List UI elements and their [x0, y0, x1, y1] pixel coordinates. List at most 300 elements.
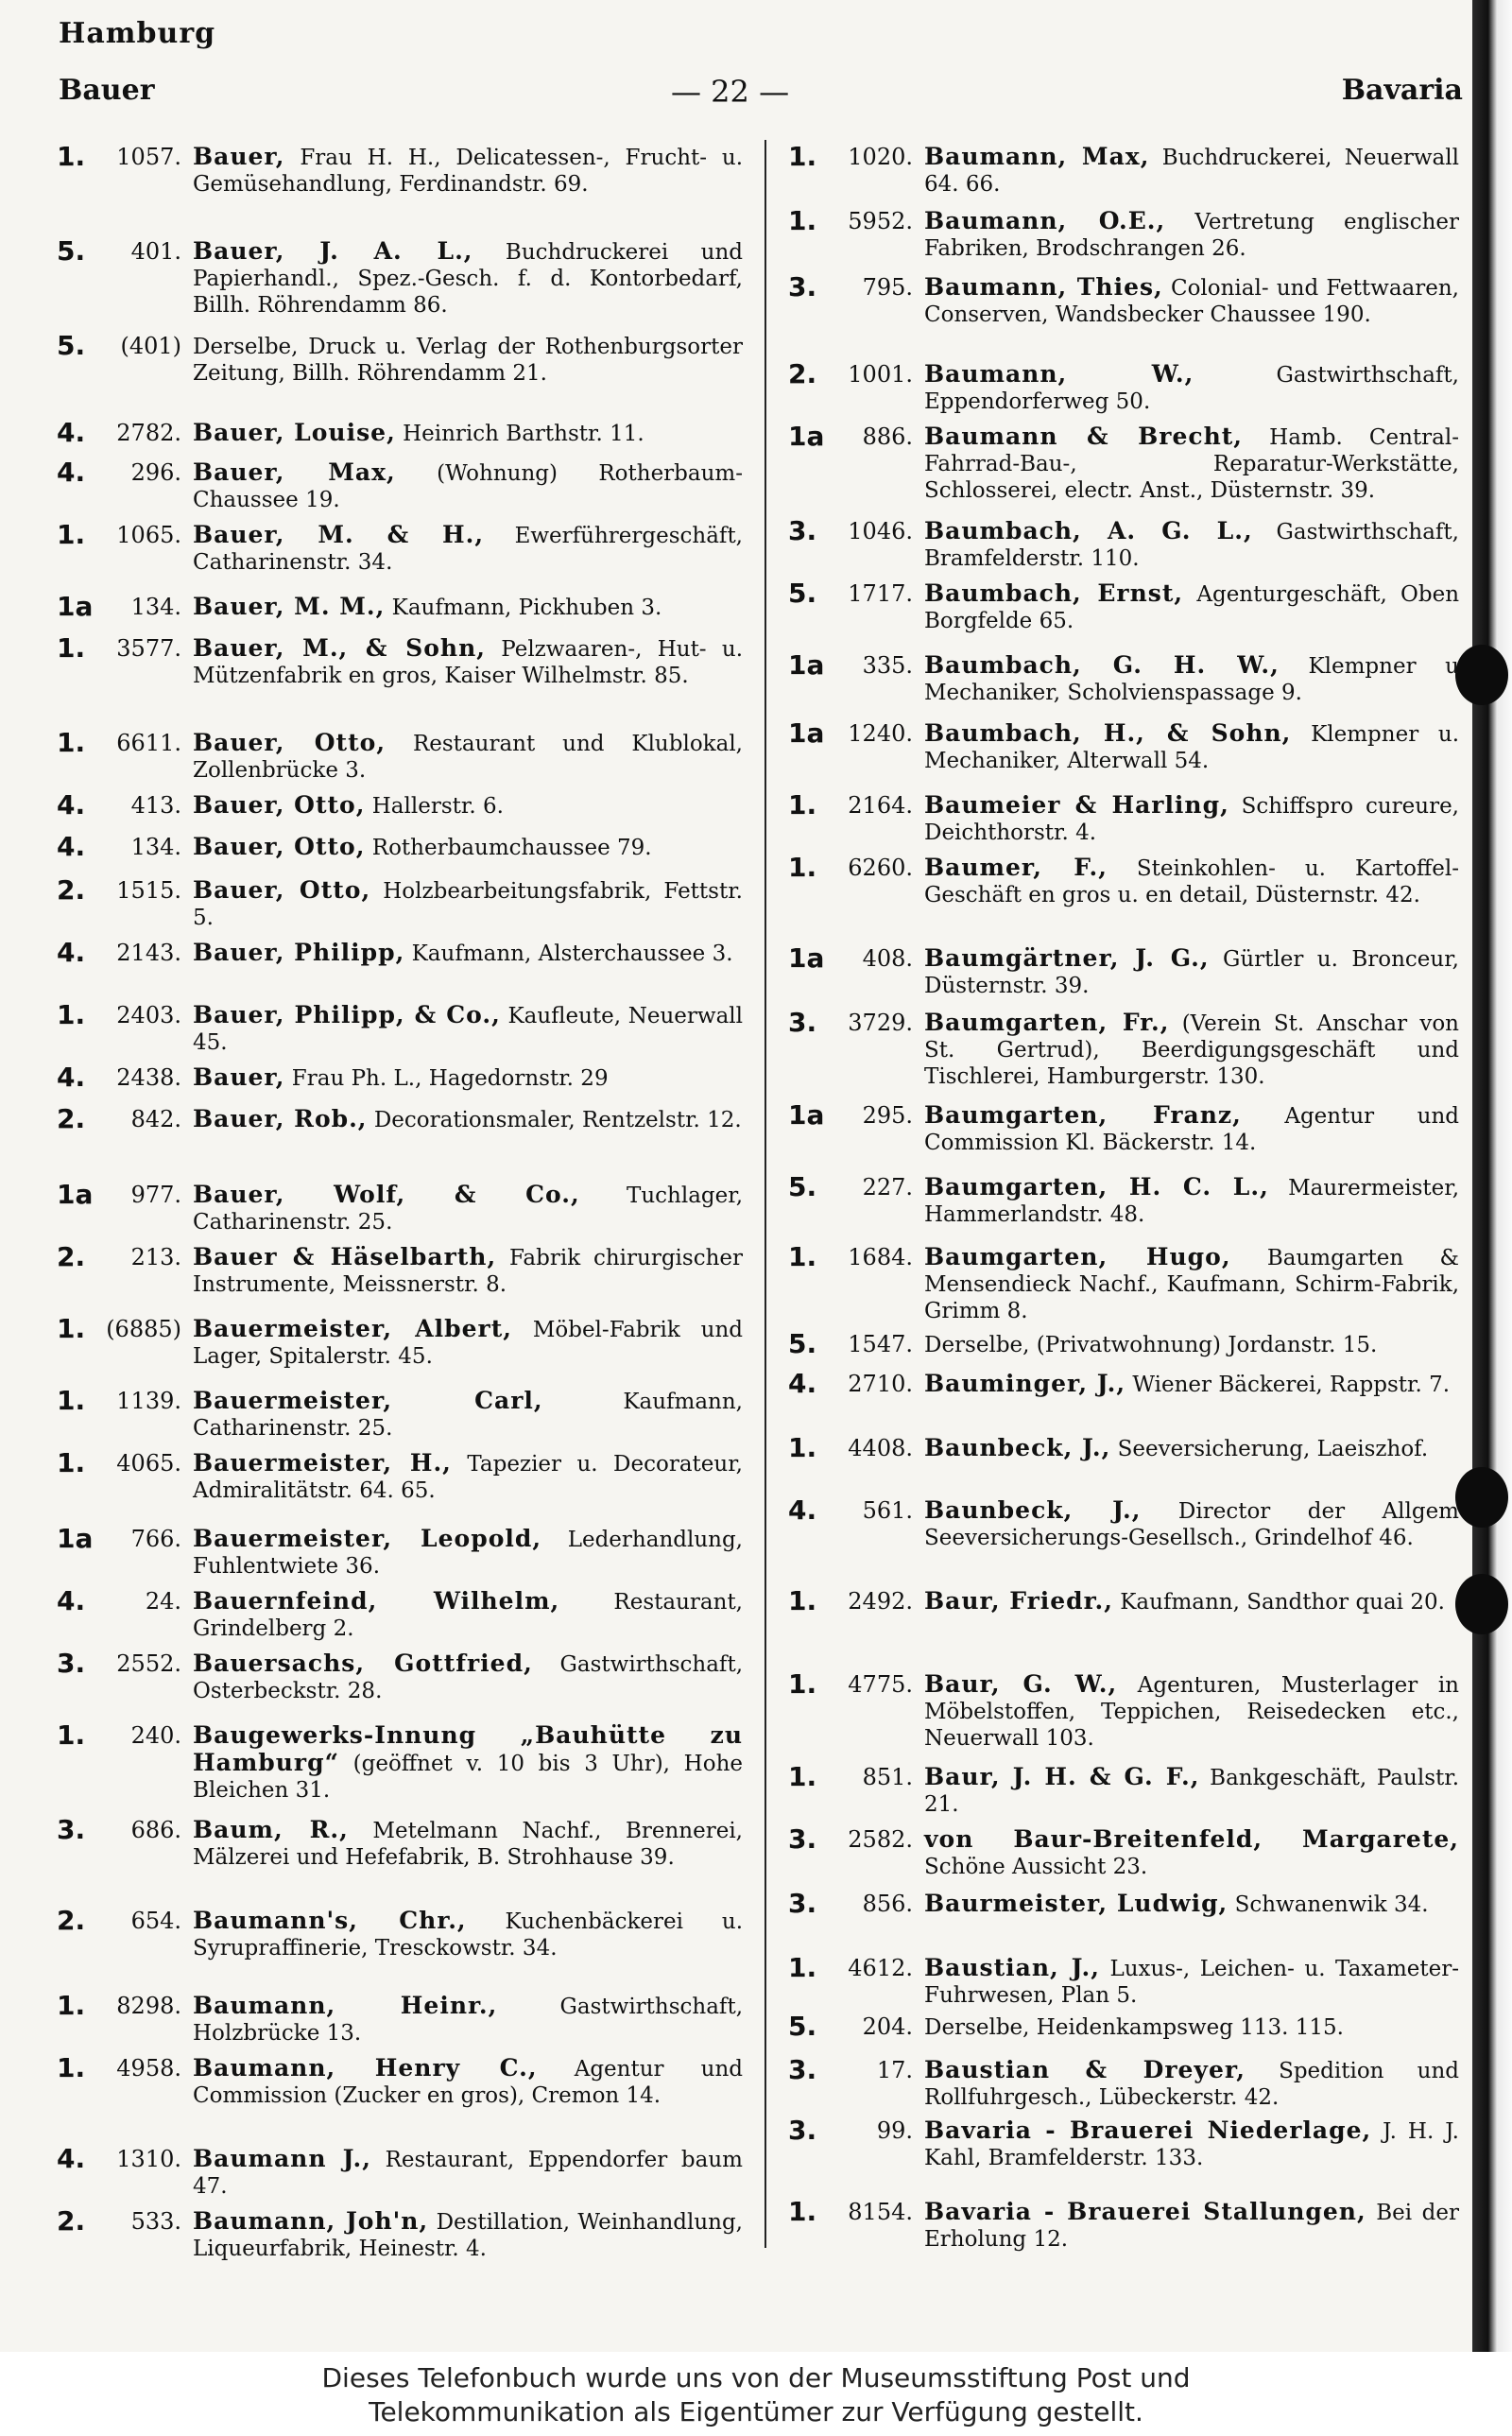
phone-number: 1547. [848, 1331, 913, 1357]
phone-number: 1065. [116, 522, 181, 548]
footer [0, 2352, 1512, 2436]
subscriber-description: Bankgeschäft, Paulstr. 21. [924, 1766, 1460, 1817]
subscriber-description: Rotherbaumchaussee 79. [371, 836, 652, 860]
phone-number: 4408. [848, 1435, 913, 1461]
directory-entry [788, 1241, 1465, 1324]
phone-number: 296. [130, 459, 181, 486]
entry-details [924, 580, 1465, 634]
subscriber-name: Baumann J., [193, 2145, 371, 2172]
directory-entry [788, 1952, 1465, 2009]
directory-entry [57, 2143, 748, 2200]
directory-entry [788, 1368, 1465, 1399]
subscriber-description: Gürtler u. Bronceur, Düsternstr. 39. [924, 947, 1459, 998]
entry-details [193, 1908, 748, 1961]
entry-details [924, 1764, 1465, 1818]
directory-entry [57, 417, 748, 448]
entry-details [924, 1891, 1465, 1918]
exchange-code: 1a [788, 421, 825, 452]
subscriber-name: Bauer, M. M., [193, 593, 386, 620]
directory-entry [57, 2205, 748, 2262]
directory-entry [57, 1585, 748, 1642]
subscriber-description: Restaurant und Klublokal, Zollenbrücke 3. [193, 732, 743, 783]
directory-entry [788, 717, 1465, 774]
phone-number: 3729. [848, 1010, 913, 1036]
directory-entry [788, 1668, 1465, 1752]
entry-details [924, 1331, 1465, 1358]
entry-details [193, 594, 748, 621]
directory-entry [788, 2117, 1465, 2171]
subscriber-description: Buchdruckerei, Neuerwall 64. 66. [924, 146, 1459, 197]
subscriber-name: Baur, J. H. & G. F., [924, 1763, 1200, 1790]
subscriber-description: Maurermeister, Hammerlandstr. 48. [924, 1176, 1459, 1227]
exchange-code: 1a [57, 1523, 94, 1554]
entry-details [924, 1497, 1465, 1551]
subscriber-description: Klempner u. Mechaniker, Alterwall 54. [924, 722, 1460, 773]
subscriber-description: Colonial- und Fettwaaren, Conserven, Wandsbecker Chaussee 190. [924, 276, 1459, 327]
entry-details [924, 208, 1465, 262]
phone-number: 335. [862, 652, 913, 679]
exchange-code: 1a [788, 717, 825, 749]
directory-entry [57, 141, 748, 198]
subscriber-name: Bauer, Louise, [193, 419, 396, 446]
entry-details [924, 1826, 1465, 1880]
subscriber-description: Derselbe, (Privatwohnung) Jordanstr. 15. [924, 1333, 1378, 1357]
entry-details [924, 1588, 1465, 1615]
subscriber-name: Baugewerks-Innung „Bauhütte zu Hamburg“ [193, 1721, 743, 1776]
directory-entry [57, 1650, 748, 1704]
subscriber-description: Restaurant, Grindelberg 2. [193, 1590, 743, 1641]
subscriber-description: (geöffnet v. 10 bis 3 Uhr), Hohe Bleichen 31. [193, 1752, 743, 1803]
entry-details [193, 940, 748, 967]
phone-number: 2582. [848, 1826, 913, 1853]
subscriber-description: Buchdruckerei und Papierhandl., Spez.-Gesch. f. d. Kontorbedarf, Billh. Röhrendamm 86. [193, 240, 743, 318]
exchange-code: 1. [788, 2196, 817, 2227]
subscriber-name: Baumgarten, Franz, [924, 1101, 1242, 1129]
phone-number: 134. [130, 834, 181, 860]
phone-number: 204. [862, 2013, 913, 2040]
directory-entry [57, 1241, 748, 1298]
entry-details [193, 792, 748, 820]
footer-note [0, 2361, 1512, 2429]
directory-entry [788, 141, 1465, 198]
directory-entry [57, 519, 748, 576]
subscriber-name: Bauer, [193, 1063, 285, 1091]
exchange-code: 1. [57, 727, 86, 758]
phone-number: 1020. [848, 144, 913, 170]
exchange-code: 4. [788, 1368, 817, 1399]
phone-number: 2492. [848, 1588, 913, 1615]
subscriber-name: Baumann & Brecht, [924, 423, 1243, 450]
exchange-code: 5. [788, 1328, 817, 1359]
entry-details [193, 1002, 748, 1056]
entry-details [193, 333, 748, 387]
subscriber-description: Derselbe, Heidenkampsweg 113. 115. [924, 2015, 1344, 2040]
directory-entry [788, 789, 1465, 846]
phone-number: 856. [862, 1891, 913, 1917]
entry-details [193, 420, 748, 447]
subscriber-description: Hamb. Central-Fahrrad-Bau-, Reparatur-Werkstätte, Schlosserei, electr. Anst., Düsternstr. 39. [924, 425, 1459, 503]
phone-number: 1717. [848, 580, 913, 607]
subscriber-name: Bauer, Wolf, & Co., [193, 1181, 580, 1208]
exchange-code: 5. [57, 330, 86, 361]
subscriber-name: Baumgarten, Hugo, [924, 1243, 1231, 1270]
exchange-code: 1a [788, 649, 825, 681]
subscriber-name: Bauermeister, H., [193, 1449, 452, 1477]
subscriber-name: Bauer, M., & Sohn, [193, 634, 486, 662]
phone-number: 654. [130, 1908, 181, 1934]
phone-number: 2710. [848, 1371, 913, 1397]
subscriber-description: Gastwirthschaft, Osterbeckstr. 28. [193, 1652, 744, 1703]
phone-number: 4612. [848, 1955, 913, 1981]
entry-details [193, 1106, 748, 1133]
exchange-code: 1. [788, 1585, 817, 1616]
exchange-code: 1. [788, 205, 817, 236]
phone-number: 8298. [116, 1993, 181, 2019]
directory-entry [57, 591, 748, 622]
exchange-code: 1. [788, 1432, 817, 1463]
entry-details [924, 1435, 1465, 1462]
exchange-code: 4. [57, 417, 86, 448]
subscriber-description: Bei der Erholung 12. [924, 2201, 1460, 2252]
phone-number: 2403. [116, 1002, 181, 1028]
directory-entry [57, 1990, 748, 2047]
subscriber-description: Pelzwaaren-, Hut- u. Mützenfabrik en gros, Kaiser Wilhelmstr. 85. [193, 637, 744, 688]
phone-number: 4775. [848, 1671, 913, 1698]
phone-number: 6611. [116, 730, 181, 756]
directory-entry [57, 1385, 748, 1442]
exchange-code: 1. [788, 1668, 817, 1700]
subscriber-description: Klempner u Mechaniker, Scholvienspassage 9. [924, 654, 1459, 705]
directory-entry [57, 1814, 748, 1871]
phone-number: 213. [130, 1244, 181, 1270]
entry-details [193, 635, 748, 689]
subscriber-name: Baustian & Dreyer, [924, 2056, 1246, 2083]
exchange-code: 1. [57, 632, 86, 664]
phone-number: 4065. [116, 1450, 181, 1477]
subscriber-description: Tapezier u. Decorateur, Admiralitätstr. 64. 65. [193, 1452, 743, 1503]
phone-number: 17. [876, 2057, 913, 2083]
directory-entry [788, 271, 1465, 328]
subscriber-description: Kaufmann, Sandthor quai 20. [1120, 1590, 1445, 1615]
phone-number: 2552. [116, 1650, 181, 1677]
entry-details [924, 1102, 1465, 1156]
subscriber-description: Luxus-, Leichen- u. Taxameter-Fuhrwesen, Plan 5. [924, 1957, 1460, 2008]
directory-entry [57, 1523, 748, 1580]
subscriber-name: Baumann, Henry C., [193, 2054, 538, 2082]
exchange-code: 1. [57, 519, 86, 550]
exchange-code: 5. [788, 2011, 817, 2042]
directory-entry [57, 1313, 748, 1370]
exchange-code: 4. [57, 1062, 86, 1093]
entry-details [193, 1182, 748, 1235]
subscriber-name: Baumann, W., [924, 360, 1194, 388]
subscriber-description: Agentur und Commission Kl. Bäckerstr. 14. [924, 1104, 1459, 1155]
exchange-code: 4. [57, 2143, 86, 2174]
phone-number: 3577. [116, 635, 181, 662]
exchange-code: 2. [57, 1241, 86, 1272]
directory-entry [788, 1328, 1465, 1359]
exchange-code: 1. [57, 1719, 86, 1751]
directory-entry [788, 515, 1465, 572]
directory-entry [788, 358, 1465, 415]
subscriber-name: Baumgarten, H. C. L., [924, 1173, 1269, 1201]
directory-entry [788, 423, 1465, 504]
subscriber-name: Bauersachs, Gottfried, [193, 1650, 533, 1677]
exchange-code: 3. [788, 2054, 817, 2085]
subscriber-name: Baurmeister, Ludwig, [924, 1890, 1228, 1917]
directory-entry [57, 937, 748, 968]
exchange-code: 2. [57, 1103, 86, 1134]
exchange-code: 5. [788, 578, 817, 609]
entry-details [193, 1388, 748, 1442]
entry-details [924, 1955, 1465, 2009]
subscriber-description: Restaurant, Eppendorfer baum 47. [193, 2148, 743, 2199]
subscriber-description: Agenturgeschäft, Oben Borgfelde 65. [924, 582, 1460, 633]
subscriber-name: Bauer, Rob., [193, 1105, 368, 1132]
entry-details [193, 834, 748, 861]
phone-number: 24. [145, 1588, 181, 1615]
subscriber-description: Seeversicherung, Laeiszhof. [1117, 1437, 1429, 1461]
directory-entry [57, 1103, 748, 1134]
subscriber-description: Agenturen, Musterlager in Möbelstoffen, Teppichen, Reisedecken etc., Neuerwall 103. [924, 1673, 1459, 1751]
header-first-name: Bauer [59, 74, 155, 107]
entry-details [924, 1244, 1465, 1324]
exchange-code: 1. [57, 1447, 86, 1478]
exchange-code: 3. [57, 1814, 86, 1845]
directory-entry [788, 1823, 1465, 1880]
phone-number: 401. [130, 238, 181, 265]
exchange-code: 1. [57, 1990, 86, 2021]
phone-number: 2143. [116, 940, 181, 966]
subscriber-name: Baur, Friedr., [924, 1587, 1113, 1615]
exchange-code: 4. [57, 937, 86, 968]
phone-number: 4958. [116, 2055, 181, 2082]
entry-details [193, 1064, 748, 1092]
directory-entry [57, 874, 748, 931]
phone-number: 533. [130, 2208, 181, 2235]
phone-number: 1515. [116, 877, 181, 904]
phone-number: 1240. [848, 720, 913, 747]
subscriber-description: Steinkohlen- u. Kartoffel-Geschäft en gros u. en detail, Düsternstr. 42. [924, 856, 1459, 907]
phone-number: 1684. [848, 1244, 913, 1270]
page-header [59, 74, 1463, 117]
header-last-name: Bavaria [1341, 74, 1463, 107]
subscriber-name: Bauer, Otto, [193, 833, 366, 860]
directory-entry [788, 1432, 1465, 1463]
subscriber-name: Baunbeck, J., [924, 1434, 1111, 1461]
exchange-code: 3. [788, 1888, 817, 1919]
subscriber-name: Baur, G. W., [924, 1670, 1118, 1698]
directory-entry [57, 831, 748, 862]
entry-details [193, 1526, 748, 1580]
directory-entry [788, 649, 1465, 706]
book-binding [1472, 0, 1512, 2352]
directory-entry [788, 2054, 1465, 2111]
subscriber-name: Bauer, Otto, [193, 729, 387, 756]
entry-details [193, 2055, 748, 2109]
directory-entry [788, 2196, 1465, 2253]
exchange-code: 5. [57, 235, 86, 267]
phone-number: 295. [862, 1102, 913, 1129]
exchange-code: 1. [788, 1761, 817, 1792]
directory-entry [57, 459, 748, 513]
directory-entry [788, 1494, 1465, 1551]
page-number: — 22 — [671, 74, 790, 110]
subscriber-name: Baumer, F., [924, 854, 1108, 881]
subscriber-name: Bauermeister, Leopold, [193, 1525, 542, 1552]
subscriber-description: Holzbearbeitungsfabrik, Fettstr. 5. [193, 879, 743, 930]
entry-details [193, 2208, 748, 2262]
directory-entry [788, 580, 1465, 634]
entry-details [193, 522, 748, 576]
subscriber-name: Bauer, J. A. L., [193, 237, 473, 265]
exchange-code: 3. [788, 515, 817, 546]
exchange-code: 1. [57, 999, 86, 1030]
subscriber-description: Frau H. H., Delicatessen-, Frucht- u. Gemüsehandlung, Ferdinandstr. 69. [193, 146, 744, 197]
subscriber-name: Baustian, J., [924, 1954, 1100, 1981]
subscriber-description: Schiffspro cureure, Deichthorstr. 4. [924, 794, 1459, 845]
subscriber-description: Destillation, Weinhandlung, Liqueurfabrik, Heinestr. 4. [193, 2210, 743, 2261]
subscriber-name: Baumbach, A. G. L., [924, 517, 1253, 544]
phone-number: 2164. [848, 792, 913, 819]
subscriber-description: Gastwirthschaft, Holzbrücke 13. [193, 1995, 744, 2046]
subscriber-name: Baumann's, Chr., [193, 1907, 467, 1934]
subscriber-description: Möbel-Fabrik und Lager, Spitalerstr. 45. [193, 1318, 744, 1369]
entry-details [924, 274, 1465, 328]
footer-line-1: Dieses Telefonbuch wurde uns von der Museumsstiftung Post und [321, 2362, 1191, 2393]
phone-number: (6885) [106, 1316, 181, 1342]
entry-details [924, 1174, 1465, 1228]
exchange-code: 3. [788, 1007, 817, 1038]
phone-number: (401) [120, 333, 181, 359]
directory-entry [788, 1761, 1465, 1818]
entry-details [924, 720, 1465, 774]
subscriber-name: Bauer, Philipp, & Co., [193, 1001, 501, 1028]
subscriber-description: (Wohnung) Rotherbaum-Chaussee 19. [193, 461, 744, 512]
phone-number: 1139. [116, 1388, 181, 1414]
subscriber-name: Baumann, O.E., [924, 207, 1166, 234]
subscriber-name: Baumbach, G. H. W., [924, 651, 1280, 679]
entry-details [193, 1817, 748, 1871]
phone-number: 766. [130, 1526, 181, 1552]
exchange-code: 3. [788, 2115, 817, 2146]
entry-details [924, 1010, 1465, 1090]
subscriber-name: Baumann, Heinr., [193, 1992, 498, 2019]
subscriber-description: (Verein St. Anschar von St. Gertrud), Beerdigungsgeschäft und Tischlerei, Hamburgerstr. 130. [924, 1011, 1459, 1089]
directory-entry [788, 942, 1465, 999]
directory-entry [57, 1447, 748, 1504]
entry-details [924, 855, 1465, 908]
subscriber-name: Bauer, Philipp, [193, 939, 405, 966]
entry-details [924, 792, 1465, 846]
entry-details [924, 1671, 1465, 1752]
directory-entry [57, 999, 748, 1056]
directory-entry [57, 235, 748, 319]
subscriber-description: Vertretung englischer Fabriken, Brodschrangen 26. [924, 210, 1459, 261]
entry-details [924, 1371, 1465, 1398]
entry-details [193, 1450, 748, 1504]
entry-details [924, 2117, 1465, 2171]
exchange-code: 3. [788, 271, 817, 302]
footer-line-2: Telekommunikation als Eigentümer zur Verfügung gestellt. [369, 2396, 1143, 2427]
subscriber-description: Kaufmann, Alsterchaussee 3. [411, 942, 733, 966]
entry-details [193, 1722, 748, 1804]
subscriber-description: Gastwirthschaft, Eppendorferweg 50. [924, 363, 1459, 414]
column-divider [765, 140, 766, 2248]
subscriber-description: Heinrich Barthstr. 11. [403, 422, 644, 446]
directory-entry [788, 1585, 1465, 1616]
phone-number: 977. [130, 1182, 181, 1208]
exchange-code: 3. [788, 1823, 817, 1855]
exchange-code: 4. [57, 831, 86, 862]
exchange-code: 1. [57, 141, 86, 172]
phone-number: 1310. [116, 2146, 181, 2172]
exchange-code: 1. [57, 2052, 86, 2083]
subscriber-name: Baumgarten, Fr., [924, 1009, 1170, 1036]
entry-details [193, 1588, 748, 1642]
phone-number: 134. [130, 594, 181, 620]
subscriber-description: Kaufmann, Pickhuben 3. [391, 596, 662, 620]
directory-entry [788, 205, 1465, 262]
subscriber-description: Tuchlager, Catharinenstr. 25. [193, 1183, 744, 1235]
entry-details [193, 2146, 748, 2200]
subscriber-description: Derselbe, Druck u. Verlag der Rothenburgsorter Zeitung, Billh. Röhrendamm 21. [193, 335, 743, 386]
directory-entry [788, 1171, 1465, 1228]
phone-number: 1046. [848, 518, 913, 544]
phone-number: 561. [862, 1497, 913, 1524]
entry-details [193, 1244, 748, 1298]
exchange-code: 4. [57, 1585, 86, 1616]
subscriber-description: Spedition und Rollfuhrgesch., Lübeckerstr. 42. [924, 2059, 1459, 2110]
subscriber-name: Bauer, Otto, [193, 876, 371, 904]
entry-details [924, 2013, 1465, 2041]
exchange-code: 1. [788, 141, 817, 172]
phone-number: 2782. [116, 420, 181, 446]
subscriber-name: Bauer, [193, 143, 285, 170]
subscriber-name: Bauer, Otto, [193, 791, 366, 819]
exchange-code: 1. [788, 789, 817, 821]
subscriber-name: Bauer, Max, [193, 458, 396, 486]
subscriber-name: Bauernfeind, Wilhelm, [193, 1587, 560, 1615]
entry-details [193, 1993, 748, 2047]
directory-entry [57, 789, 748, 821]
directory-entry [788, 852, 1465, 908]
phone-number: 8154. [848, 2199, 913, 2225]
directory-entry [788, 2013, 1465, 2041]
subscriber-description: Director der Allgem Seeversicherungs-Gesellsch., Grindelhof 46. [924, 1499, 1459, 1550]
directory-entry [788, 1888, 1465, 1919]
directory-entry [57, 2052, 748, 2109]
subscriber-description: Wiener Bäckerei, Rappstr. 7. [1132, 1373, 1451, 1397]
subscriber-name: Baunbeck, J., [924, 1496, 1142, 1524]
phone-number: 842. [130, 1106, 181, 1132]
subscriber-name: Baumann, Joh'n, [193, 2207, 429, 2235]
entry-details [924, 144, 1465, 198]
subscriber-name: Baum, R., [193, 1816, 349, 1843]
entry-details [193, 1650, 748, 1704]
subscriber-description: Kaufmann, Catharinenstr. 25. [193, 1390, 743, 1441]
directory-entry [788, 1099, 1465, 1156]
subscriber-name: Bauermeister, Albert, [193, 1315, 512, 1342]
phone-number: 99. [876, 2117, 913, 2144]
directory-entry [57, 1064, 748, 1092]
exchange-code: 1a [788, 942, 825, 974]
subscriber-description: Metelmann Nachf., Brennerei, Mälzerei und Hefefabrik, B. Strohhause 39. [193, 1819, 743, 1870]
subscriber-name: Baumgärtner, J. G., [924, 944, 1210, 972]
phone-number: 686. [130, 1817, 181, 1843]
phone-number: 1057. [116, 144, 181, 170]
phone-number: 2438. [116, 1064, 181, 1091]
